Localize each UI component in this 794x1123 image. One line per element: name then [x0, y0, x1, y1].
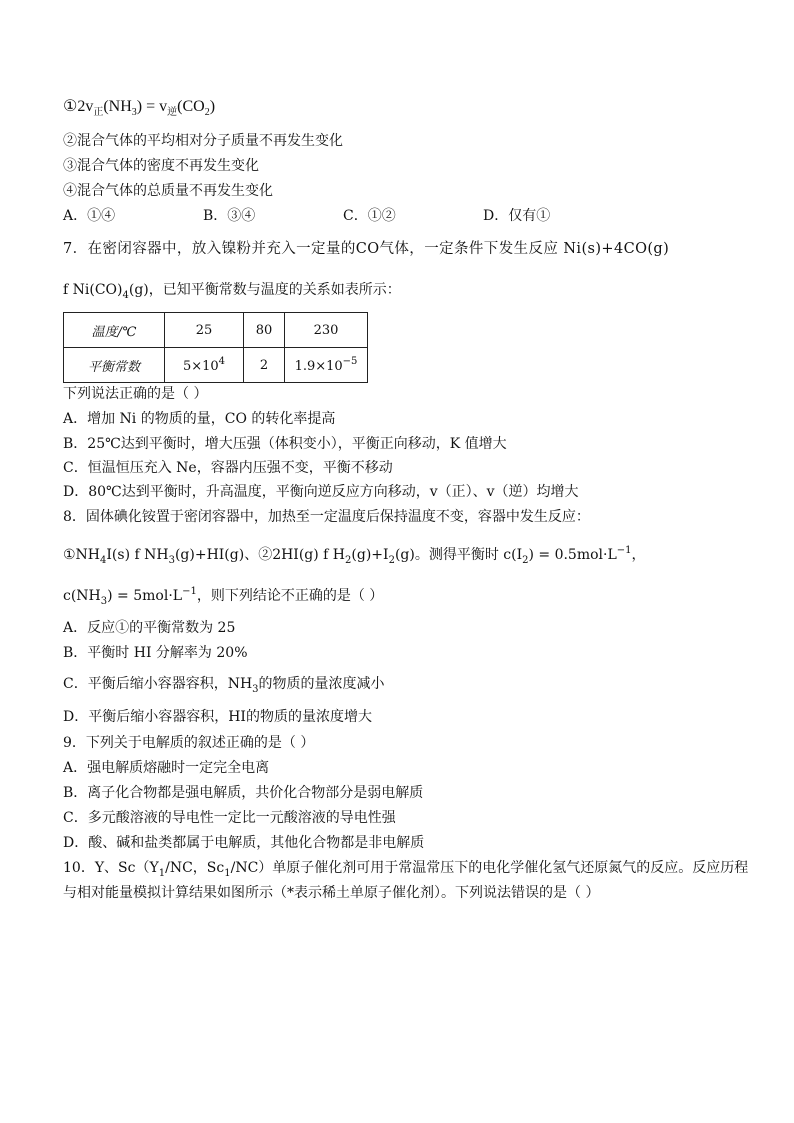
q8-option-a: A．反应①的平衡常数为 25	[63, 620, 236, 636]
q7-option-a: A．增加 Ni 的物质的量，CO 的转化率提高	[63, 411, 336, 427]
q9-option-a: A．强电解质熔融时一定完全电离	[63, 760, 270, 776]
condition-1: $①2v_正(NH_3) = v_逆(CO_2)$	[63, 98, 216, 118]
table-cell: 80	[244, 313, 285, 348]
table-header-temperature: 温度/℃	[64, 313, 165, 348]
q7-stem-line-2: f $Ni(CO)_4(g)$，已知平衡常数与温度的关系如表所示：	[63, 282, 401, 301]
q6-option-c: C．①②	[343, 208, 396, 224]
q8-stem: 8．固体碘化铵置于密闭容器中，加热至一定温度后保持温度不变，容器中发生反应：	[63, 509, 590, 525]
table-cell: $5\times 10^4$	[165, 348, 244, 383]
q8-option-c: C．平衡后缩小容器容积，$NH_3$的物质的量浓度减小	[63, 676, 385, 695]
q6-option-a: A．①④	[63, 208, 116, 224]
q7-option-c: C．恒温恒压充入 Ne，容器内压强不变，平衡不移动	[63, 460, 393, 476]
q9-option-d: D．酸、碱和盐类都属于电解质，其他化合物都是非电解质	[63, 835, 425, 851]
q8-condition-line: $c(NH_3) = 5mol\cdot L^{-1}$，则下列结论不正确的是（ ）	[63, 586, 384, 607]
q9-option-b: B．离子化合物都是强电解质，共价化合物部分是弱电解质	[63, 785, 424, 801]
equilibrium-constant-table	[63, 312, 368, 383]
q6-option-b: B．③④	[203, 208, 256, 224]
condition-3: ③混合气体的密度不再发生变化	[63, 158, 259, 174]
q7-option-b: B．25℃达到平衡时，增大压强（体积变小），平衡正向移动，K 值增大	[63, 436, 507, 452]
q6-options	[63, 206, 550, 226]
table-cell: 25	[165, 313, 244, 348]
table-cell: $1.9\times 10^{-5}$	[285, 348, 368, 383]
q8-reactions: $①NH_4I(s)$ f $NH_3(g)+HI(g)$、②2HI(g) f $H_2(g)+I_2(g)$。测得平衡时 $c(I_2) = 0.5mol\cdot L^{-1}$，	[63, 545, 646, 566]
q6-option-d: D．仅有①	[483, 208, 551, 224]
table-header-constant: 平衡常数	[64, 348, 165, 383]
condition-4: ④混合气体的总质量不再发生变化	[63, 183, 273, 199]
q10-stem-line-2: 与相对能量模拟计算结果如图所示（*表示稀土单原子催化剂）。下列说法错误的是（ ）	[63, 885, 600, 901]
table-cell: 2	[244, 348, 285, 383]
q7-question: 下列说法正确的是（ ）	[63, 386, 208, 402]
q10-stem-line-1: 10．Y、$Sc(Y_1/NC$，$Sc_1/NC$）单原子催化剂可用于常温常压下的电化学催化氢气还原氮气的反应。反应历程	[63, 860, 749, 879]
q8-option-d: D．平衡后缩小容器容积，HI的物质的量浓度增大	[63, 709, 372, 725]
table-cell: 230	[285, 313, 368, 348]
q9-stem: 9．下列关于电解质的叙述正确的是（ ）	[63, 735, 315, 751]
q8-option-b: B．平衡时 HI 分解率为 20%	[63, 645, 248, 661]
table-row	[64, 348, 368, 383]
condition-2: ②混合气体的平均相对分子质量不再发生变化	[63, 133, 343, 149]
q7-option-d: D．80℃达到平衡时，升高温度，平衡向逆反应方向移动，v（正）、v（逆）均增大	[63, 484, 579, 500]
table-row	[64, 313, 368, 348]
q7-stem-line-1: 7．在密闭容器中，放入镍粉并充入一定量的CO气体，一定条件下发生反应 Ni(s)+4CO(g)	[63, 241, 670, 257]
q9-option-c: C．多元酸溶液的导电性一定比一元酸溶液的导电性强	[63, 810, 396, 826]
